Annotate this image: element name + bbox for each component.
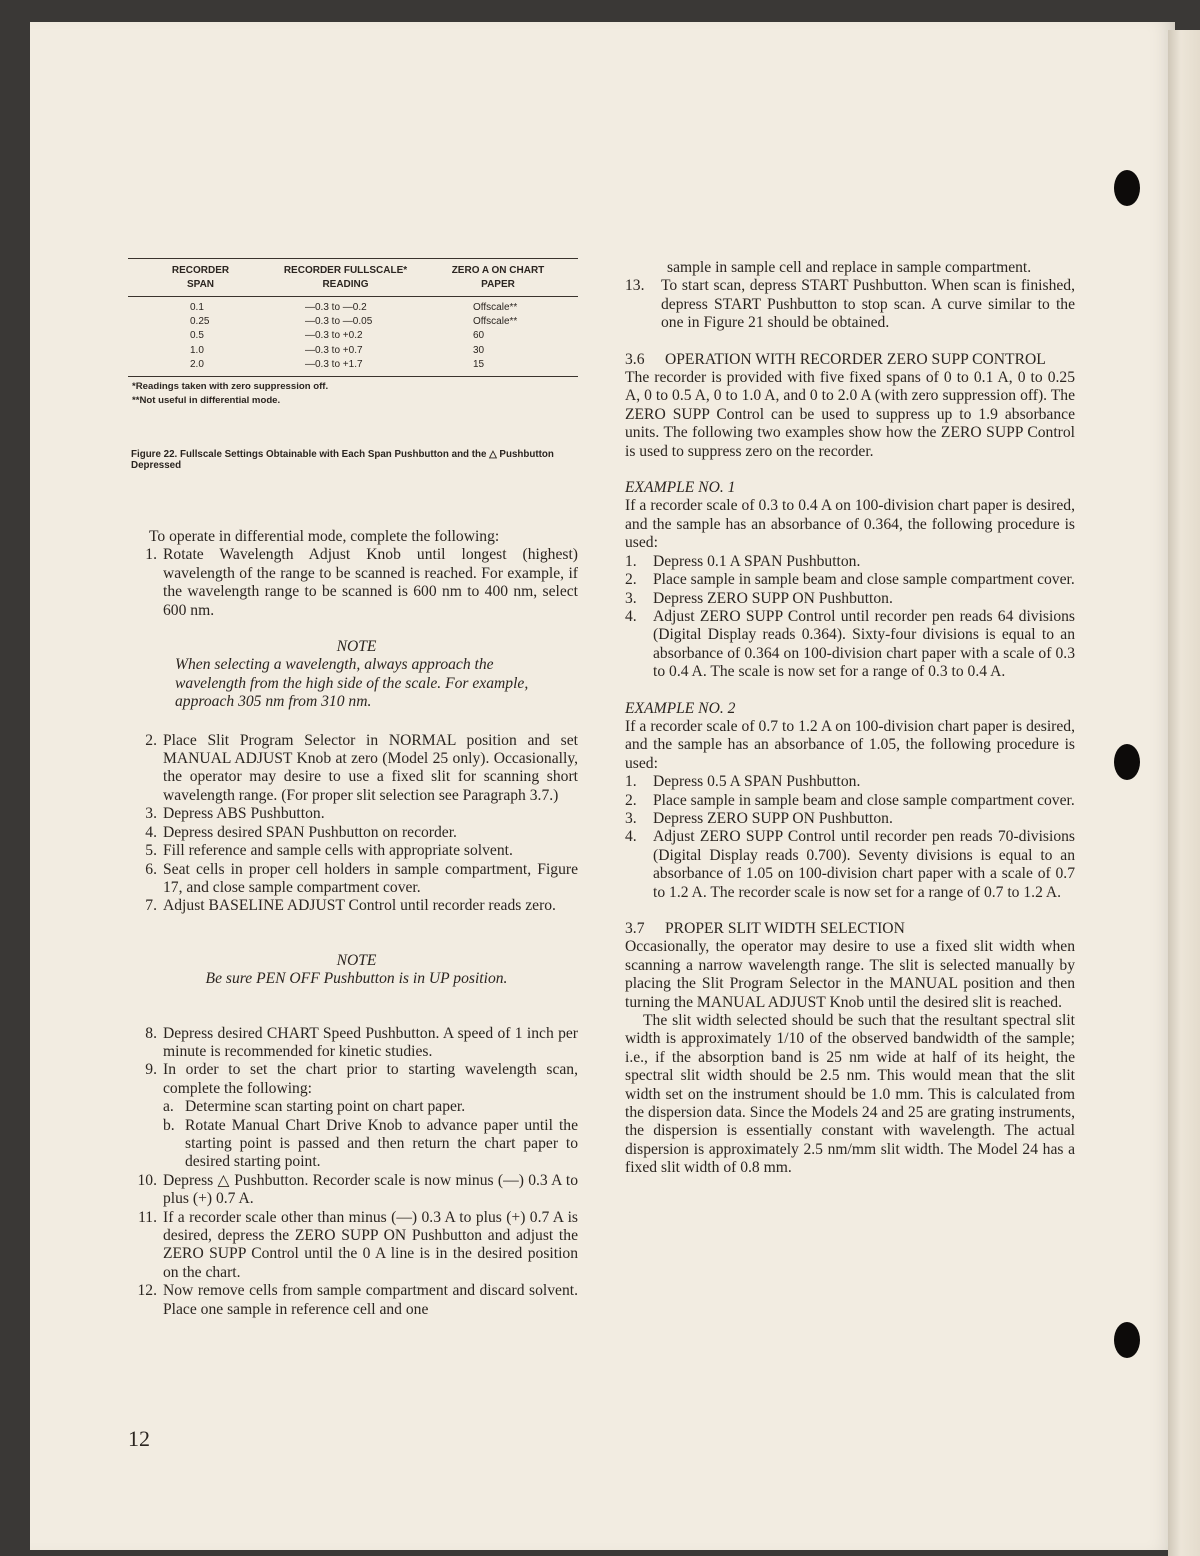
list-item: 10. Depress △ Pushbutton. Recorder scale is now minus (—) 0.3 A to plus (+) 0.7 A. — [137, 1171, 578, 1208]
list-item: 13. To start scan, depress START Pushbutton. When scan is finished, depress START Pushbutton to stop scan. A curve similar to the one in Figure 21 should be obtained. — [625, 277, 1075, 332]
binder-spine — [1168, 30, 1200, 1556]
example-title: EXAMPLE NO. 1 — [625, 479, 736, 497]
list-item: 7. Adjust BASELINE ADJUST Control until recorder reads zero. — [145, 897, 556, 915]
sub-item: a. Determine scan starting point on chart paper. — [163, 1098, 466, 1116]
table-footnote: *Readings taken with zero suppression off. — [132, 381, 329, 393]
table-row: 0.1 —0.3 to —0.2 Offscale** — [190, 302, 518, 313]
list-item: 4. Depress desired SPAN Pushbutton on recorder. — [145, 823, 457, 841]
note-title: NOTE — [336, 638, 377, 656]
list-item: 4. Adjust ZERO SUPP Control until recorder pen reads 64 divisions (Digital Display reads 0.364). Sixty-four divisions is equal to an absorbance of 0.364 on 100-division chart paper with a scale of 0.3 to 0.4 A. The scale is now set for a range of 0.3 to 0.4 A. — [625, 607, 1075, 681]
list-item: 4. Adjust ZERO SUPP Control until recorder pen reads 70-divisions (Digital Display reads 0.700). Seventy divisions is equal to an absorbance of 1.05 on 100-division chart paper with a scale of 0.7 to 1.2 A. The recorder scale is now set for a range of 0.7 to 1.2 A. — [625, 828, 1075, 901]
list-item: 6. Seat cells in proper cell holders in sample compartment, Figure 17, and close sample compartment cover. — [145, 860, 578, 896]
section-body: Occasionally, the operator may desire to use a fixed slit width when scanning a narrow wavelength range. The slit is selected manually by placing the Slit Program Selector in the MANUAL position and then turning the MANUAL ADJUST Knob until the desired slit is reached. — [625, 938, 1075, 1011]
table-row: 0.5 —0.3 to +0.2 60 — [190, 330, 485, 342]
list-item: 3. Depress ABS Pushbutton. — [145, 805, 325, 823]
list-item-continued: sample in sample cell and replace in sample compartment. — [667, 259, 1032, 276]
list-item: 12. Now remove cells from sample compartment and discard solvent. Place one sample in reference cell and one — [137, 1282, 578, 1318]
sub-item: b. Rotate Manual Chart Drive Knob to advance paper until the starting point is passed and then return the chart paper to desired starting point. — [163, 1116, 578, 1171]
page-number: 12 — [128, 1426, 150, 1451]
list-item: 9. In order to set the chart prior to starting wavelength scan, complete the following: — [145, 1061, 578, 1097]
note-body: When selecting a wavelength, always approach the wavelength from the high side of the scale. For example, approach 305 nm from 310 nm. — [175, 656, 529, 711]
binder-hole — [1114, 744, 1140, 780]
list-item: 2. Place sample in sample beam and close sample compartment cover. — [625, 791, 1075, 809]
list-item: 1. Rotate Wavelength Adjust Knob until longest (highest) wavelength of the range to be scanned is reached. For example, if the wavelength range to be scanned is 600 nm to 400 nm, select 600 nm. — [145, 546, 578, 619]
table-row: 1.0 —0.3 to +0.7 30 — [190, 344, 485, 356]
left-column — [135, 528, 578, 1319]
list-item: 8. Depress desired CHART Speed Pushbutton. A speed of 1 inch per minute is recommended for kinetic studies. — [145, 1024, 578, 1060]
example-body: If a recorder scale of 0.3 to 0.4 A on 100-division chart paper is desired, and the sample has an absorbance of 0.364, the following procedure is used: — [625, 497, 1075, 552]
list-item: 5. Fill reference and sample cells with appropriate solvent. — [145, 842, 513, 860]
list-item: 3. Depress ZERO SUPP ON Pushbutton. — [625, 589, 893, 607]
list-item: 3. Depress ZERO SUPP ON Pushbutton. — [625, 809, 893, 827]
binder-hole — [1114, 170, 1140, 206]
binder-hole — [1114, 1322, 1140, 1358]
list-item: 1. Depress 0.5 A SPAN Pushbutton. — [625, 773, 861, 791]
span-table — [128, 258, 578, 408]
table-header: RECORDER SPAN RECORDER FULLSCALE* READING ZERO A ON CHART PAPER — [171, 265, 545, 290]
note-title: NOTE — [336, 951, 377, 969]
section-body: The slit width selected should be such that the resultant spectral slit width is approximately 1/10 of the observed bandwidth of the sample; i.e., if the absorption band is 25 nm wide at half of its height, the spectral slit width should be 2.5 nm. This would mean that the slit width set on the instrument should be 1.0 mm. This is calculated from the dispersion data. Since the Models 24 and 25 are grating instruments, the dispersion is essentially constant with wavelength. The actual dispersion is approximately 2.5 nm/mm slit width. The Model 24 has a fixed slit width of 0.8 mm. — [625, 1012, 1075, 1177]
table-row: 0.25 —0.3 to —0.05 Offscale** — [190, 316, 518, 328]
intro-text: To operate in differential mode, complete the following: — [149, 528, 500, 545]
list-item: 2. Place Slit Program Selector in NORMAL position and set MANUAL ADJUST Knob at zero (Model 25 only). Occasionally, the operator may desire to use a fixed slit for scanning short wavelength range. (For proper slit selection see Paragraph 3.7.) — [145, 731, 578, 804]
list-item: 1. Depress 0.1 A SPAN Pushbutton. — [625, 552, 861, 570]
example-title: EXAMPLE NO. 2 — [625, 699, 736, 717]
list-item: 2. Place sample in sample beam and close sample compartment cover. — [625, 571, 1075, 589]
section-heading: 3.7 PROPER SLIT WIDTH SELECTION — [625, 920, 905, 937]
section-body: The recorder is provided with five fixed spans of 0 to 0.1 A, 0 to 0.25 A, 0 to 0.5 A, 0 to 1.0 A, and 0 to 2.0 A (with zero suppression off). The ZERO SUPP Control can be used to suppress up to 1.9 absorbance units. The following two examples show how the ZERO SUPP Control is used to suppress zero on the recorder. — [625, 369, 1075, 460]
figure-caption: Figure 22. Fullscale Settings Obtainable with Each Span Pushbutton and the △ Pushbutton Depressed — [131, 449, 554, 471]
table-footnote: **Not useful in differential mode. — [132, 395, 281, 407]
table-row: 2.0 —0.3 to +1.7 15 — [190, 358, 485, 370]
example-body: If a recorder scale of 0.7 to 1.2 A on 100-division chart paper is desired, and the sample has an absorbance of 1.05, the following procedure is used: — [625, 717, 1075, 772]
list-item: 11. If a recorder scale other than minus (—) 0.3 A to plus (+) 0.7 A is desired, depress the ZERO SUPP ON Pushbutton and adjust the ZERO SUPP Control until the 0 A line is in the desired position on the chart. — [138, 1208, 578, 1281]
right-column — [625, 259, 1075, 1178]
section-heading: 3.6 OPERATION WITH RECORDER ZERO SUPP CONTROL — [625, 350, 1046, 368]
note-body: Be sure PEN OFF Pushbutton is in UP position. — [205, 970, 508, 988]
